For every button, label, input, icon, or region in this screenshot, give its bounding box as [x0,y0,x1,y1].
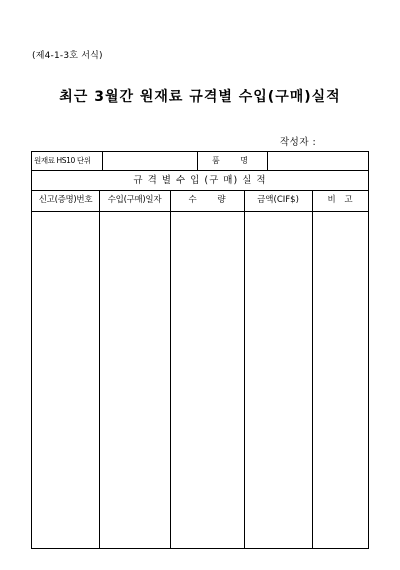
product-name-label: 품 명 [212,156,248,165]
product-name-value[interactable] [269,157,365,167]
row-divider [32,170,368,171]
column-header-remarks: 비 고 [327,195,353,205]
column-header-amount: 금액(CIF$) [257,195,299,205]
column-divider [267,152,268,170]
section-header: 규 격 별 수 입 (구 매) 실 적 [133,175,267,186]
page-title: 최근 3월간 원재료 규격별 수입(구매)실적 [59,89,341,105]
column-divider [102,152,103,170]
author-label: 작성자 : [280,137,317,148]
column-header-import-date: 수입(구매)일자 [107,195,162,205]
material-code-label: 원재료 HS10 단위 [34,156,91,165]
column-header-declaration-number: 신고(증명)번호 [38,195,93,205]
row-divider [32,190,368,191]
table-body[interactable] [32,212,368,548]
form-code-label: (제4-1-3호 서식) [32,51,103,61]
column-divider [197,152,198,170]
column-header-quantity: 수 량 [188,195,226,205]
material-code-value[interactable] [104,157,196,167]
record-table [31,151,369,549]
